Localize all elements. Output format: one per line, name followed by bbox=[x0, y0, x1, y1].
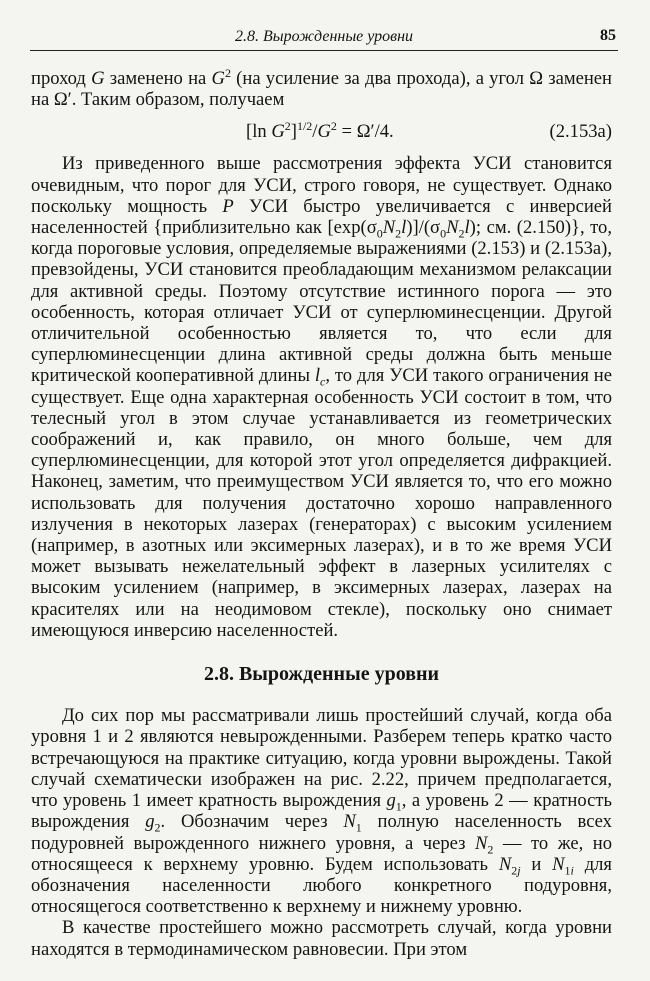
formula-2-153a bbox=[31, 115, 612, 149]
running-head bbox=[30, 22, 618, 51]
intro-text: проход G заменено на $G^2$ (на усиление за два прохода), а угол Ω заменен на Ω′. Таким образом, получаем bbox=[31, 65, 613, 111]
running-head-title: 2.8. Вырожденные уровни bbox=[234, 28, 414, 45]
body-text bbox=[31, 65, 613, 960]
section-heading: 2.8. Вырожденные уровни bbox=[203, 663, 440, 686]
paragraph-degenerate-levels: До сих пор мы рассматривали лишь простейший случай, когда оба уровня 1 и 2 являются невырожденными. Разберем теперь кратко часто встречающуюся на практике ситуацию, когда уровни вырождены. Такой случай схематически изображен на рис. 2.22, причем предполагается, что уровень 1 имеет кратность вырождения $g_1$, а уровень 2 — кратность вырождения $g_2$. Обозначим через $N_1$ полную населенность всех подуровней вырожденного нижнего уровня, а через $N_2$ — то же, но относящееся к верхнему уровню. Будем использовать $N_{2j}$ и $N_{1i}$ для обозначения населенности любого конкретного подуровня, относящегося соответственно к верхнему и нижнему уровню. bbox=[31, 705, 612, 918]
formula-expression: [ln $G^2]^{1/2}/G^2 = \Omega'/4$. bbox=[246, 119, 394, 143]
page-number: 85 bbox=[600, 27, 616, 44]
paragraph-thermal-equilibrium: В качестве простейшего можно рассмотреть случай, когда уровни находятся в термодинамическом равновесии. При этом bbox=[31, 917, 612, 960]
paragraph-ase-threshold: Из приведенного выше рассмотрения эффекта УСИ становится очевидным, что порог для УСИ, строго говоря, не существует. Однако поскольку мощность P УСИ быстро увеличивается с инверсией населенностей {приблизительно как $[\exp(\sigma_0N_2l)]/(\sigma_0N_2l)$; см. (2.150)}, то, когда пороговые условия, определяемые выражениями (2.153) и (2.153a), превзойдены, УСИ становится преобладающим механизмом релаксации для активной среды. Поэтому отсутствие истинного порога — это особенность, которая отличает УСИ от суперлюминесценции. Другой отличительной особенностью является то, что если для суперлюминесценции длина активной среды должна быть меньше критической кооперативной длины $l_c$, то для УСИ такого ограничения не существует. Еще одна характерная особенность УСИ состоит в том, что телесный угол в этом случае устанавливается из геометрических соображений и, как правило, он много больше, чем для суперлюминесценции, для которой этот угол определяется дифракцией. Наконец, заметим, что преимуществом УСИ является то, что его можно использовать для получения достаточно хорошо направленного излучения в некоторых лазерах (генераторах) с высоким усилением (например, в азотных или эксимерных лазерах), и в то же время УСИ может вызывать нежелательный эффект в лазерных усилителях с высоким усилением (например, в эксимерных лазерах, лазерах на красителях или на неодимовом стекле), поскольку оно снимает имеющуюся инверсию населенностей. bbox=[31, 153, 612, 641]
equation-number: (2.153a) bbox=[549, 121, 612, 143]
